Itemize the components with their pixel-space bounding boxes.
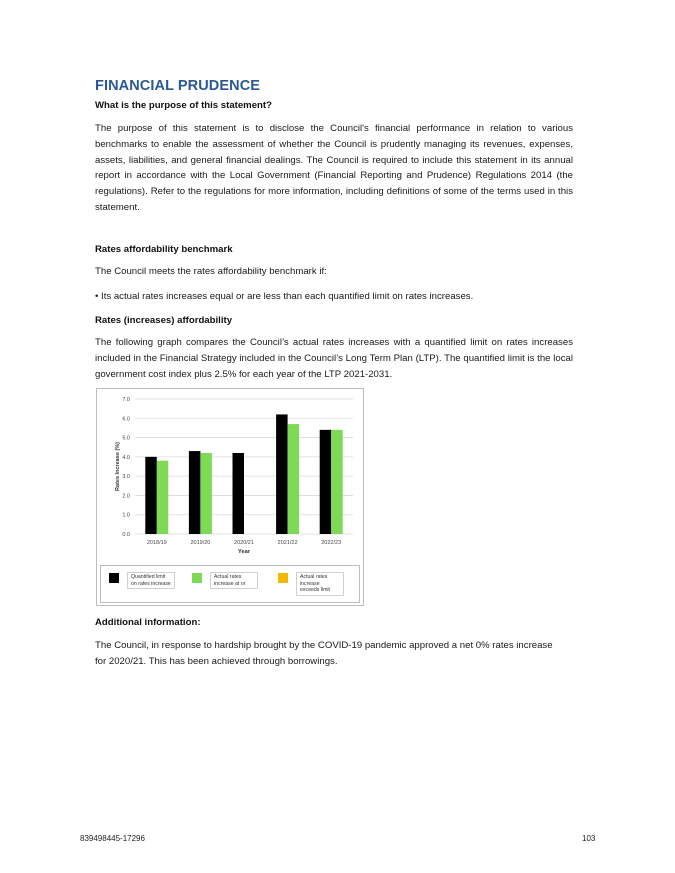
x-tick-label: 2018/19: [146, 540, 167, 546]
x-tick-label: 2022/23: [321, 540, 342, 546]
bar: [331, 430, 343, 534]
legend-swatch-quantified: [109, 573, 119, 583]
legend-swatch-exceeds: [278, 573, 288, 583]
legend-item-quantified: [109, 572, 175, 589]
purpose-paragraph: The purpose of this statement is to disclose the Council's financial performance in relation to various benchmarks to enable the assessment of whether the Council is prudently managing its revenues, expenses, assets, liabilities, and general financial dealings. The Council is required to include this statement in its annual report in accordance with the Local Government (Financial Reporting and Prudence) Regulations 2014 (the regulations). Refer to the regulations for more information, including definitions of some of the terms used in this statement.: [95, 123, 573, 213]
bar: [200, 453, 212, 534]
page-title: FINANCIAL PRUDENCE: [95, 78, 261, 94]
benchmark-heading: Rates affordability benchmark: [95, 244, 233, 255]
y-tick-label: 4.0: [122, 454, 130, 461]
legend-label-quantified: Quantified limit on rates increase: [127, 572, 175, 589]
legend-swatch-at-or-below: [192, 573, 202, 583]
x-axis-label: Year: [237, 549, 251, 555]
y-tick-label: 1.0: [122, 512, 130, 519]
benchmark-intro: The Council meets the rates affordability benchmark if:: [95, 266, 327, 277]
chart-legend: [100, 565, 360, 603]
legend-label-at-or-below: Actual rates increase at or: [210, 572, 258, 589]
bar: [145, 457, 157, 534]
bar: [233, 453, 245, 534]
affordability-paragraph: The following graph compares the Council’s actual rates increases with a quantified limit on rates increases included in the Financial Strategy included in the Council’s Long Term Plan (LTP). The quantified limit is the local government cost index plus 2.5% for each year of the LTP 2021-2031.: [95, 337, 573, 380]
legend-item-at-or-below: [192, 572, 258, 589]
y-tick-label: 0.0: [122, 532, 130, 538]
y-tick-label: 5.0: [122, 435, 130, 442]
purpose-heading: What is the purpose of this statement?: [95, 100, 272, 111]
y-axis-label: Rates Increase (%): [115, 442, 121, 491]
benchmark-bullet: • Its actual rates increases equal or are less than each quantified limit on rates increases.: [95, 291, 474, 302]
y-tick-label: 3.0: [122, 474, 130, 481]
bar: [276, 414, 288, 534]
x-tick-label: 2021/22: [277, 540, 298, 546]
y-tick-label: 6.0: [122, 416, 130, 423]
bar: [320, 430, 332, 534]
y-tick-label: 7.0: [122, 397, 130, 403]
bar: [157, 461, 169, 534]
y-tick-label: 2.0: [122, 493, 130, 500]
x-tick-label: 2019/20: [190, 540, 211, 546]
additional-heading: Additional information:: [95, 617, 201, 628]
affordability-heading: Rates (increases) affordability: [95, 315, 233, 326]
footer-page-number: 103: [582, 834, 596, 843]
footer-doc-id: 839498445-17296: [80, 834, 145, 843]
bar: [288, 424, 300, 534]
bar: [189, 451, 201, 534]
legend-item-exceeds: [278, 572, 344, 596]
x-tick-label: 2020/21: [234, 540, 254, 546]
additional-paragraph: The Council, in response to hardship brought by the COVID-19 pandemic approved a net 0% rates increase for 2020/21. This has been achieved through borrowings.: [95, 640, 553, 667]
legend-label-exceeds: Actual rates increase exceeds limit: [296, 572, 344, 596]
